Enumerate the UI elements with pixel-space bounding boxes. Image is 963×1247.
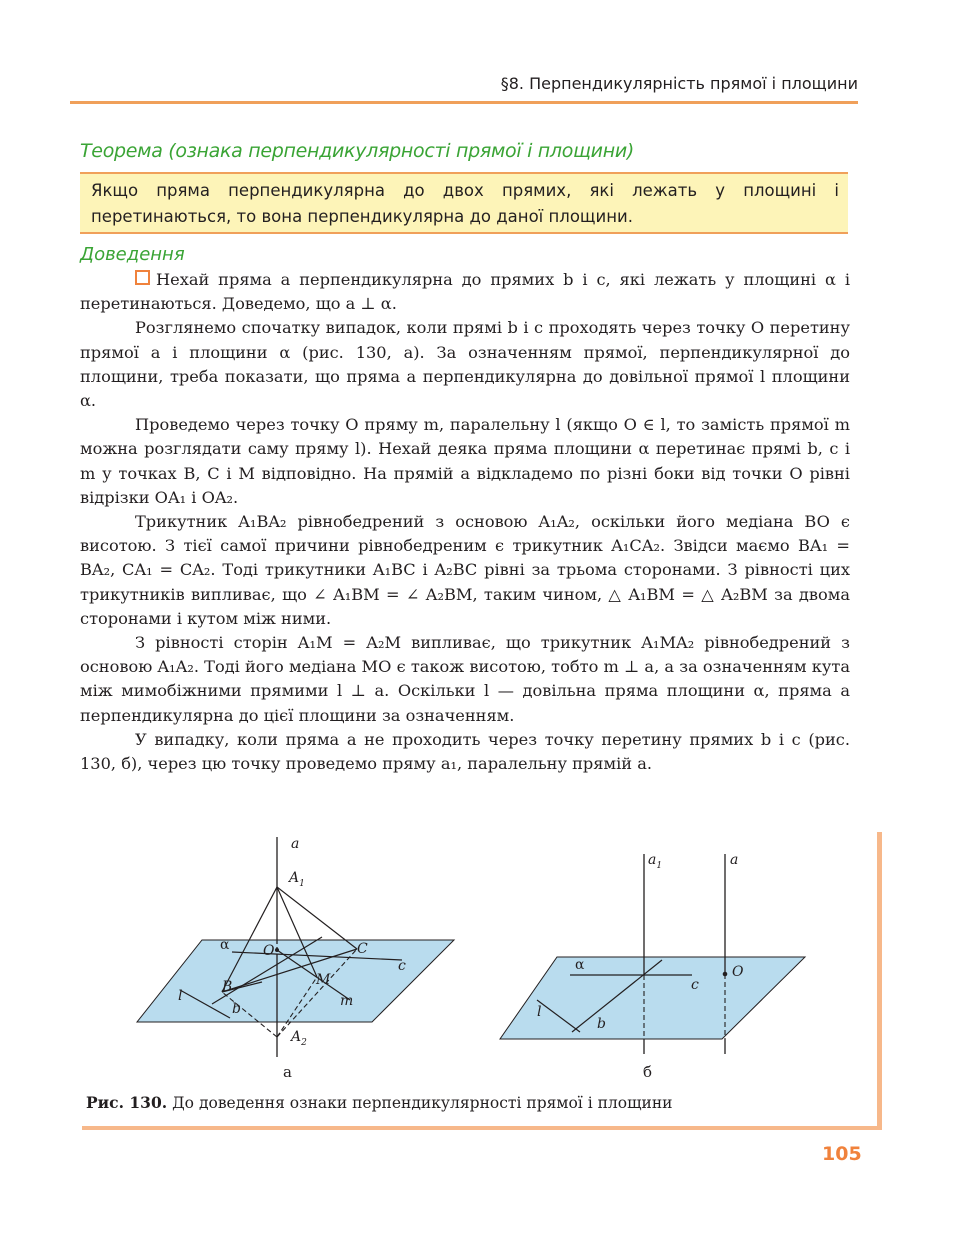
label-C: C [357, 941, 368, 957]
figure-caption-number: Рис. 130. [86, 1093, 168, 1112]
label-O-b: O [732, 964, 744, 980]
figure-130-diagram [82, 832, 877, 1092]
label-alpha-b: α [575, 957, 585, 973]
figure-caption-text: До доведення ознаки перпендикулярності прямої і площини [172, 1094, 673, 1112]
label-A1: $A_1$ [289, 870, 305, 889]
proof-body [80, 268, 850, 776]
theorem-title: Теорема (ознака перпендикулярності прямої і площини) [80, 140, 635, 162]
label-l: l [178, 988, 183, 1004]
label-a: a [291, 836, 300, 852]
label-b-b: b [597, 1016, 606, 1032]
proof-start-icon [135, 270, 150, 285]
proof-paragraph: Проведемо через точку O пряму m, паралельну l (якщо O ∈ l, то замість прямої m можна розглядати саму пряму l). Нехай деяка пряма площини α перетинає прямі b, c і m у точках B, C і M відповідно. На прямій a відкладемо по різні боки від точки O рівні відрізки OA₁ і OA₂. [80, 415, 850, 507]
label-b: b [232, 1001, 241, 1017]
label-B: B [222, 979, 233, 995]
proof-paragraph: З рівності сторін A₁M = A₂M випливає, що трикутник A₁MA₂ рівнобедрений з основою A₁A₂. Тоді його медіана MO є також висотою, тобто m ⊥ a, а за означенням кута між мимобіжними прямими l ⊥ a. Оскільки l — довільна пряма площини α, пряма a перпендикулярна до цієї площини за означенням. [80, 633, 850, 725]
proof-paragraph: Нехай пряма a перпендикулярна до прямих b і c, які лежать у площині α і перетинаються. Доведемо, що a ⊥ α. [80, 270, 850, 314]
label-O: O [263, 943, 275, 959]
proof-paragraph: Трикутник A₁BA₂ рівнобедрений з основою A₁A₂, оскільки його медіана BO є висотою. З тієї самої причини рівнобедреним є трикутник A₁CA₂. Звідси маємо BA₁ = BA₂, CA₁ = CA₂. Тоді трикутники A₁BC і A₂BC рівні за трьома сторонами. З рівності цих трикутників випливає, що ∠ A₁BM = ∠ A₂BM, таким чином, △ A₁BM = △ A₂BM за двома сторонами і кутом між ними. [80, 512, 850, 628]
label-l-b: l [537, 1004, 542, 1020]
page-number: 105 [822, 1143, 862, 1165]
theorem-text: Якщо пряма перпендикулярна до двох прямих, які лежать у площині і перетинаються, то вона перпендикулярна до даної площини. [91, 181, 839, 226]
proof-paragraph: У випадку, коли пряма a не проходить через точку перетину прямих b і c (рис. 130, б), через цю точку проведемо пряму a₁, паралельну прямій a. [80, 729, 850, 774]
figure-caption [86, 1093, 673, 1112]
subfigure-label-a: а [283, 1063, 292, 1081]
label-a-b: a [730, 852, 739, 868]
label-A2: $A_2$ [291, 1029, 307, 1048]
proof-paragraph: Розглянемо спочатку випадок, коли прямі b і c проходять через точку O перетину прямої a і площини α (рис. 130, а). За означенням прямої, перпендикулярної до площини, треба показати, що пряма a перпендикулярна до довільної прямої l площини α. [80, 318, 850, 411]
header-rule [70, 101, 858, 104]
label-a1: $a_1$ [648, 852, 663, 871]
subfigure-label-b: б [643, 1063, 653, 1081]
proof-title: Доведення [80, 244, 185, 265]
label-alpha: α [220, 937, 230, 953]
label-m: m [340, 993, 354, 1009]
label-M: M [316, 972, 331, 988]
label-c: c [398, 958, 406, 974]
running-header: §8. Перпендикулярність прямої і площини [500, 74, 858, 93]
plane-alpha-b [500, 957, 805, 1039]
label-c-b: c [691, 977, 699, 993]
